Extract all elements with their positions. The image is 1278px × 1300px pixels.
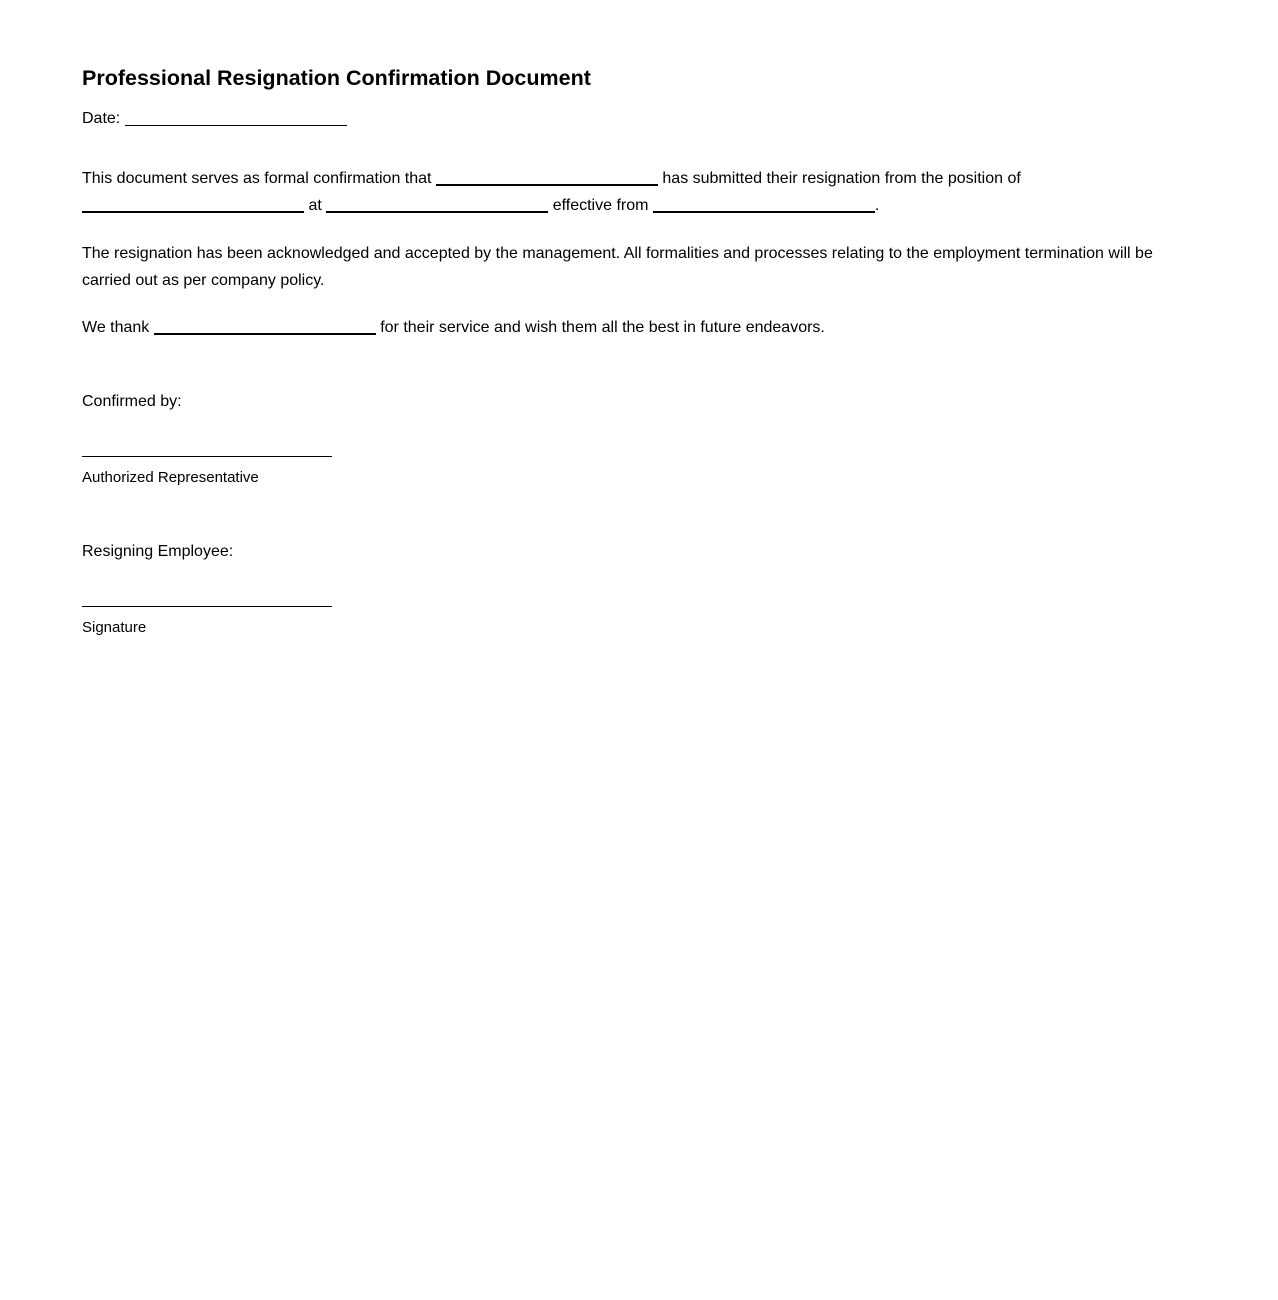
authorized-signature-line[interactable] [82,456,332,457]
paragraph-text: at [308,197,322,214]
paragraph-text: has submitted their resignation from the position of [662,170,1021,187]
document-title: Professional Resignation Confirmation Document [82,66,591,90]
date-field[interactable] [125,109,347,126]
paragraph-text: This document serves as formal confirmation that [82,170,432,187]
paragraph-text: We thank [82,319,150,336]
date-row [82,108,347,130]
paragraph-text: for their service and wish them all the best in future endeavors. [380,319,825,336]
thank-name-field[interactable] [154,317,376,335]
company-field[interactable] [326,195,548,213]
confirmation-paragraph [82,165,1192,219]
date-label: Date: [82,110,121,127]
thanks-paragraph [82,314,1192,341]
employee-name-field[interactable] [436,168,658,186]
effective-date-field[interactable] [653,195,875,213]
position-field[interactable] [82,195,304,213]
confirmed-by-label: Confirmed by: [82,393,182,410]
acknowledgement-paragraph: The resignation has been acknowledged and accepted by the management. All formalities and processes relating to the employment termination will be carried out as per company policy. [82,245,1153,289]
signature-caption: Signature [82,619,147,636]
resigning-employee-label: Resigning Employee: [82,543,234,560]
paragraph-period: . [874,197,880,214]
employee-signature-line[interactable] [82,606,332,607]
authorized-representative-caption: Authorized Representative [82,469,259,486]
paragraph-text: effective from [552,197,649,214]
